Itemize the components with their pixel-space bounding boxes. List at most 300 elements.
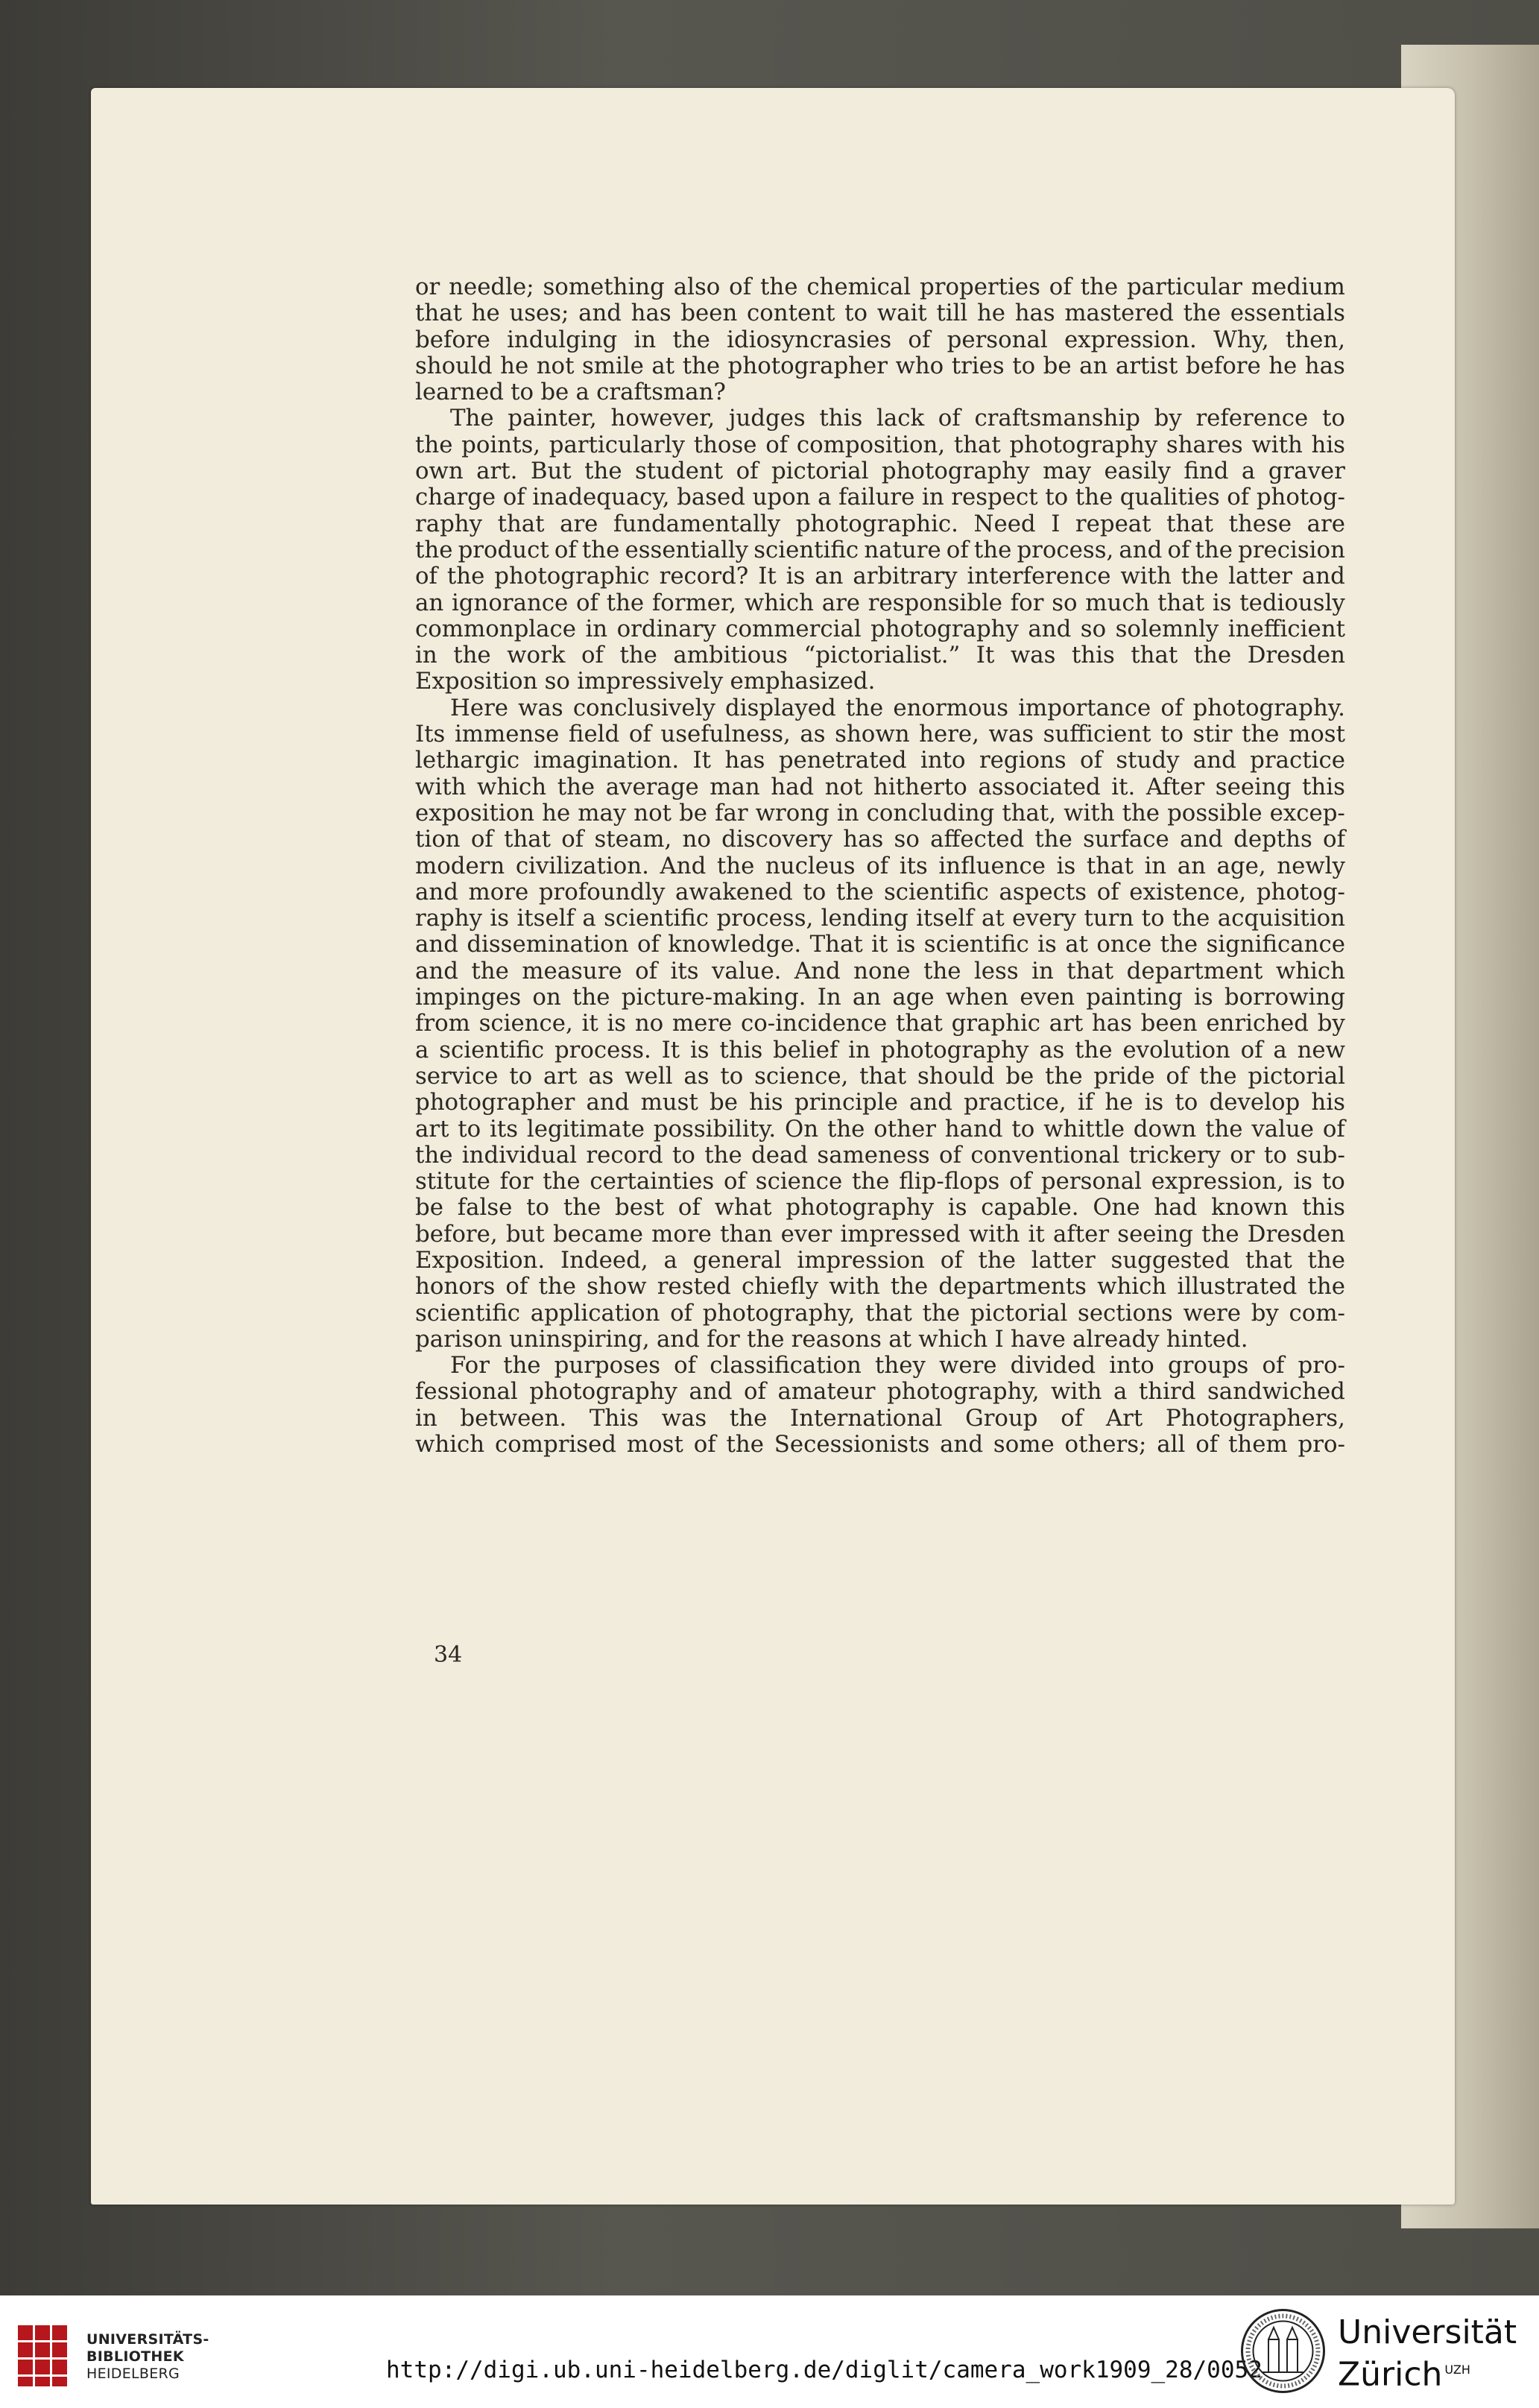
text-word: the xyxy=(1205,1115,1243,1143)
text-line xyxy=(415,590,1345,616)
text-line xyxy=(415,511,1345,537)
text-word: hinted. xyxy=(1166,1325,1248,1353)
text-word: the xyxy=(1242,721,1280,748)
text-word: to xyxy=(1141,905,1165,932)
text-word: science, xyxy=(754,1062,849,1090)
text-word: usefulness, xyxy=(660,721,791,748)
text-word: mere xyxy=(671,1010,733,1037)
text-word: craftsman? xyxy=(596,379,726,406)
text-word: practice xyxy=(1250,747,1345,774)
text-word: fessional xyxy=(415,1378,518,1406)
text-word: imagination. xyxy=(533,747,680,774)
text-word: with xyxy=(829,1273,880,1301)
source-url-link[interactable]: http://digi.ub.uni-heidelberg.de/diglit/camera_work1909_28/0052 xyxy=(386,2357,1263,2383)
university-name-line-1: Universität xyxy=(1338,2313,1517,2351)
text-word: raphy xyxy=(415,905,483,932)
text-word: photography, xyxy=(702,1299,856,1327)
text-word: an xyxy=(415,589,444,616)
text-line xyxy=(415,985,1345,1011)
text-word: to xyxy=(1011,1115,1035,1143)
text-word: seeing xyxy=(1215,773,1292,800)
text-word: that xyxy=(1131,642,1178,669)
text-word: photography xyxy=(881,458,1030,485)
text-word: they xyxy=(875,1352,926,1380)
text-word: lack xyxy=(876,405,925,432)
text-word: the xyxy=(852,1168,890,1195)
text-word: photographic. xyxy=(795,510,958,537)
text-word: to xyxy=(1012,352,1036,379)
text-word: expression. xyxy=(1064,326,1197,353)
text-word: co-incidence xyxy=(741,1010,888,1037)
text-word: content xyxy=(747,300,835,327)
text-word: is xyxy=(786,563,806,590)
text-word: it xyxy=(871,931,888,958)
text-word: were xyxy=(938,1352,997,1380)
text-word: age xyxy=(892,984,935,1011)
text-word: significance xyxy=(1206,931,1345,958)
text-word: ignorance xyxy=(451,589,569,616)
text-word: of xyxy=(1080,747,1102,774)
text-word: the xyxy=(1045,1062,1083,1090)
text-word: had xyxy=(1154,1194,1198,1222)
text-word: pictorial xyxy=(771,458,869,485)
text-word: precision xyxy=(1238,536,1345,563)
text-word: not xyxy=(824,773,863,800)
text-word: of xyxy=(581,642,604,669)
text-word: that xyxy=(865,1299,912,1327)
text-word: individual xyxy=(461,1141,578,1169)
text-word: service xyxy=(415,1062,499,1090)
text-word: an xyxy=(815,563,844,590)
text-word: repeat xyxy=(1075,510,1151,537)
zurich-university-name xyxy=(1338,2314,1517,2394)
text-word: of xyxy=(554,536,577,563)
text-word: Why, xyxy=(1213,326,1269,353)
text-word: reasons xyxy=(791,1325,882,1353)
text-word: reference xyxy=(1195,405,1309,432)
text-word: graphic xyxy=(951,1010,1041,1037)
text-word: the xyxy=(760,274,798,300)
text-word: It xyxy=(758,563,777,590)
text-word: before xyxy=(415,326,490,353)
text-word: before xyxy=(1185,352,1261,379)
text-word: study xyxy=(1116,747,1180,774)
text-word: hitherto xyxy=(873,773,967,800)
text-word: all xyxy=(1157,1431,1186,1459)
text-word: Photographers, xyxy=(1165,1404,1345,1432)
text-word: before, xyxy=(415,1220,498,1248)
text-word: evolution xyxy=(1122,1036,1230,1064)
text-word: department xyxy=(1126,957,1263,985)
text-word: of xyxy=(1061,1404,1084,1432)
text-word: of xyxy=(946,536,969,563)
text-word: be xyxy=(415,1194,443,1222)
text-word: but xyxy=(505,1220,545,1248)
text-word: suggested xyxy=(1110,1246,1230,1274)
text-word: immense xyxy=(454,721,560,748)
text-word: to xyxy=(1263,1141,1287,1169)
text-word: classification xyxy=(710,1352,862,1380)
text-word: the xyxy=(827,1115,865,1143)
text-word: with xyxy=(415,773,467,800)
text-word: that xyxy=(953,431,1001,458)
text-word: nature xyxy=(864,536,941,563)
text-word: and xyxy=(940,1431,984,1459)
text-word: the xyxy=(1181,563,1219,590)
text-word: is xyxy=(1144,1089,1164,1116)
text-word: Indeed, xyxy=(560,1246,648,1274)
text-word: regions xyxy=(979,747,1066,774)
text-word: scientific xyxy=(604,905,710,932)
text-word: when xyxy=(945,984,1009,1011)
text-word: to xyxy=(1175,1089,1198,1116)
text-word: photography xyxy=(529,1378,677,1406)
text-word: expression, xyxy=(1151,1168,1284,1195)
text-line xyxy=(415,932,1345,958)
text-word: those xyxy=(693,431,757,458)
text-word: however, xyxy=(610,405,715,432)
text-line xyxy=(415,642,1345,669)
text-word: false xyxy=(457,1194,513,1222)
text-word: if xyxy=(1077,1089,1094,1116)
text-word: indulging xyxy=(507,326,618,353)
text-word: to xyxy=(844,300,868,327)
text-word: concluding xyxy=(866,799,995,827)
text-word: pro- xyxy=(1298,1352,1345,1380)
text-word: sandwiched xyxy=(1207,1378,1345,1406)
text-word: field xyxy=(568,721,620,748)
text-word: most xyxy=(1289,721,1345,748)
text-line xyxy=(415,1011,1345,1037)
text-word: purposes xyxy=(554,1352,661,1380)
text-word: legitimate xyxy=(526,1115,645,1143)
text-word: a xyxy=(1113,1378,1128,1406)
text-word: divided xyxy=(1010,1352,1096,1380)
text-word: to xyxy=(509,1062,533,1090)
text-word: a xyxy=(415,1036,429,1064)
text-word: the xyxy=(1160,931,1198,958)
text-line xyxy=(415,1353,1345,1379)
text-word: particular xyxy=(1126,274,1242,300)
text-word: by xyxy=(1317,1010,1345,1037)
text-word: photog- xyxy=(1256,484,1345,511)
uzh-superscript: UZH xyxy=(1444,2363,1470,2377)
text-word: of xyxy=(1322,1115,1345,1143)
text-word: solemnly xyxy=(1115,615,1219,642)
text-word: essentially xyxy=(625,536,749,563)
text-word: of xyxy=(415,563,437,590)
text-word: International xyxy=(790,1404,943,1432)
text-word: hand xyxy=(944,1115,1003,1143)
text-word: the xyxy=(1034,826,1072,853)
text-line xyxy=(415,906,1345,932)
text-word: latter xyxy=(1228,563,1292,590)
text-word: graver xyxy=(1268,458,1345,485)
text-word: of xyxy=(729,274,752,300)
text-line xyxy=(415,537,1345,563)
text-word: he xyxy=(1105,1089,1134,1116)
text-word: of xyxy=(677,1194,701,1222)
text-word: idiosyncrasies xyxy=(727,326,892,353)
text-word: to xyxy=(1321,405,1345,432)
text-word: For xyxy=(450,1352,490,1380)
text-word: process. xyxy=(554,1036,651,1064)
text-word: to xyxy=(1045,484,1069,511)
text-word: and xyxy=(1028,615,1072,642)
text-word: photography xyxy=(870,615,1019,642)
text-word: of xyxy=(1009,1168,1032,1195)
text-line xyxy=(415,1274,1345,1300)
text-word: and xyxy=(415,931,458,958)
text-word: principle xyxy=(794,1089,898,1116)
text-word: commercial xyxy=(725,615,862,642)
text-word: of xyxy=(1049,274,1072,300)
text-word: the xyxy=(415,536,453,563)
text-word: to xyxy=(671,1141,695,1169)
text-line xyxy=(415,958,1345,985)
text-word: the xyxy=(563,1194,601,1222)
text-word: In xyxy=(817,984,841,1011)
text-word: even xyxy=(1020,984,1075,1011)
text-word: should xyxy=(917,1062,995,1090)
text-word: of xyxy=(1166,1062,1189,1090)
text-word: has xyxy=(631,300,671,327)
text-word: parison xyxy=(415,1325,502,1353)
text-word: every xyxy=(1012,905,1077,932)
text-word: photographic xyxy=(494,563,650,590)
text-word: commonplace xyxy=(415,615,576,642)
text-word: This xyxy=(589,1404,639,1432)
text-word: the xyxy=(503,1352,541,1380)
text-word: is xyxy=(689,1036,710,1064)
text-word: new xyxy=(1297,1036,1345,1064)
text-word: most xyxy=(626,1431,683,1459)
text-word: that xyxy=(1166,510,1214,537)
text-word: also xyxy=(673,274,721,300)
text-word: The xyxy=(450,405,494,432)
text-word: which xyxy=(1275,957,1345,985)
text-word: illustrated xyxy=(1177,1273,1298,1301)
text-word: then, xyxy=(1285,326,1345,353)
text-word: it xyxy=(581,1010,598,1037)
text-word: are xyxy=(1306,510,1345,537)
text-word: charge xyxy=(415,484,496,511)
text-word: It xyxy=(661,1036,680,1064)
text-word: acquisition xyxy=(1217,905,1345,932)
text-word: impressed xyxy=(840,1220,961,1248)
text-word: scientific xyxy=(439,1036,545,1064)
text-word: properties xyxy=(920,274,1040,300)
text-word: photog- xyxy=(1256,878,1345,906)
text-word: photography xyxy=(1009,431,1158,458)
text-word: to xyxy=(803,878,827,906)
text-word: be xyxy=(679,799,708,827)
text-word: responsible xyxy=(868,589,1003,616)
text-word: honors xyxy=(415,1273,496,1301)
text-word: of xyxy=(502,484,525,511)
text-word: science xyxy=(755,1168,843,1195)
text-word: this xyxy=(819,405,863,432)
text-word: photography xyxy=(880,1036,1029,1064)
text-word: to xyxy=(1160,721,1184,748)
text-word: enormous xyxy=(893,694,1009,721)
text-word: he xyxy=(542,799,571,827)
text-line xyxy=(415,1090,1345,1116)
text-word: depths xyxy=(1233,826,1312,853)
text-word: were xyxy=(1183,1299,1241,1327)
text-word: Dresden xyxy=(1247,642,1345,669)
text-word: a xyxy=(1241,458,1256,485)
text-word: exposition xyxy=(415,799,535,827)
text-line xyxy=(415,458,1345,484)
text-word: of xyxy=(693,1431,716,1459)
text-word: judges xyxy=(728,405,806,432)
text-word: Group xyxy=(965,1404,1038,1432)
text-word: shares xyxy=(1166,431,1243,458)
text-word: its xyxy=(899,852,928,879)
text-word: in xyxy=(1144,852,1167,879)
text-word: failure xyxy=(838,484,915,511)
text-word: composition, xyxy=(796,431,946,458)
text-word: needle; xyxy=(449,274,534,300)
text-word: science, xyxy=(478,1010,573,1037)
text-word: emphasized. xyxy=(730,668,876,695)
text-word: and xyxy=(586,1089,630,1116)
text-word: pictorial xyxy=(970,1299,1068,1327)
text-word: that xyxy=(504,826,552,853)
text-word: of xyxy=(674,1352,697,1380)
text-word: It xyxy=(976,642,995,669)
text-word: to xyxy=(458,1115,481,1143)
text-word: this xyxy=(719,1036,763,1064)
text-word: wrong xyxy=(755,799,829,827)
text-word: product xyxy=(458,536,549,563)
text-word: the xyxy=(716,852,755,879)
text-word: as xyxy=(683,1062,710,1090)
text-word: and xyxy=(415,878,458,906)
text-word: of xyxy=(576,589,598,616)
text-word: in xyxy=(415,642,437,669)
text-word: in xyxy=(836,799,859,827)
text-word: sections xyxy=(1078,1299,1173,1327)
text-word: no xyxy=(634,1010,664,1037)
text-word: dissemination xyxy=(467,931,629,958)
text-word: a xyxy=(575,379,590,406)
text-word: became xyxy=(552,1220,643,1248)
text-word: may xyxy=(1043,458,1092,485)
text-word: not xyxy=(633,799,672,827)
text-word: But xyxy=(530,458,572,485)
university-name-line-2: Zürich xyxy=(1338,2355,1443,2394)
text-word: for xyxy=(1010,589,1044,616)
text-line xyxy=(415,748,1345,774)
text-word: art xyxy=(415,1115,449,1143)
text-word: comprised xyxy=(495,1431,617,1459)
text-word: pro- xyxy=(1298,1431,1345,1459)
text-word: which xyxy=(1097,1273,1167,1301)
text-word: the xyxy=(845,694,884,721)
text-word: something xyxy=(543,274,665,300)
text-word: the xyxy=(835,878,874,906)
text-word: at xyxy=(981,905,1005,932)
text-word: best xyxy=(615,1194,665,1222)
page-number: 34 xyxy=(434,1642,463,1668)
text-word: that xyxy=(415,300,462,327)
text-word: have xyxy=(1010,1325,1066,1353)
text-word: others; xyxy=(1064,1431,1147,1459)
text-word: after xyxy=(1052,1220,1110,1248)
text-word: a xyxy=(582,905,596,932)
text-word: is xyxy=(1293,1168,1313,1195)
text-word: Here xyxy=(450,694,509,721)
text-word: affected xyxy=(930,826,1025,853)
text-word: this xyxy=(1302,773,1345,800)
text-word: of xyxy=(1227,484,1250,511)
text-word: arbitrary xyxy=(853,563,958,590)
text-word: the xyxy=(453,642,491,669)
text-word: by xyxy=(1154,405,1182,432)
text-word: process, xyxy=(716,905,814,932)
text-word: at xyxy=(888,1325,911,1353)
text-word: itself xyxy=(516,905,575,932)
text-word: of xyxy=(939,1141,961,1169)
text-line xyxy=(415,827,1345,853)
text-word: existence, xyxy=(1129,878,1247,906)
text-word: the xyxy=(729,1404,768,1432)
text-word: particularly xyxy=(549,431,686,458)
text-word: his xyxy=(1311,1089,1345,1116)
text-word: age, xyxy=(1216,852,1266,879)
text-line xyxy=(415,405,1345,432)
text-word: easily xyxy=(1104,458,1171,485)
text-word: a xyxy=(1273,1036,1287,1064)
text-word: of xyxy=(1262,1352,1285,1380)
text-word: the xyxy=(572,984,610,1011)
text-line xyxy=(415,1064,1345,1090)
text-line xyxy=(415,669,1345,695)
text-word: amateur xyxy=(777,1378,876,1406)
text-word: an xyxy=(852,984,882,1011)
text-word: former, xyxy=(651,589,737,616)
text-line xyxy=(415,1195,1345,1221)
text-word: so xyxy=(1052,589,1078,616)
text-word: enriched xyxy=(1206,1010,1309,1037)
text-word: are xyxy=(560,510,598,537)
text-word: the xyxy=(1195,536,1233,563)
text-word: of xyxy=(736,458,759,485)
text-word: which xyxy=(415,1431,485,1459)
text-line xyxy=(415,853,1345,879)
text-word: the xyxy=(619,642,657,669)
text-word: And xyxy=(794,957,841,985)
text-word: belief xyxy=(773,1036,838,1064)
text-word: so xyxy=(544,668,570,695)
text-word: excep- xyxy=(1269,799,1345,827)
text-word: modern xyxy=(415,852,505,879)
text-word: flip-flops xyxy=(899,1168,1000,1195)
text-word: uninspiring, xyxy=(509,1325,650,1353)
text-word: Exposition xyxy=(415,668,538,695)
text-word: lethargic xyxy=(415,747,520,774)
text-word: photography xyxy=(786,1194,935,1222)
text-word: develop xyxy=(1209,1089,1301,1116)
text-word: at xyxy=(1065,931,1088,958)
text-word: the xyxy=(1080,274,1119,300)
text-word: of xyxy=(505,1273,528,1301)
text-word: pride xyxy=(1093,1062,1155,1090)
text-word: Art xyxy=(1105,1404,1143,1432)
text-word: inefficient xyxy=(1227,615,1345,642)
